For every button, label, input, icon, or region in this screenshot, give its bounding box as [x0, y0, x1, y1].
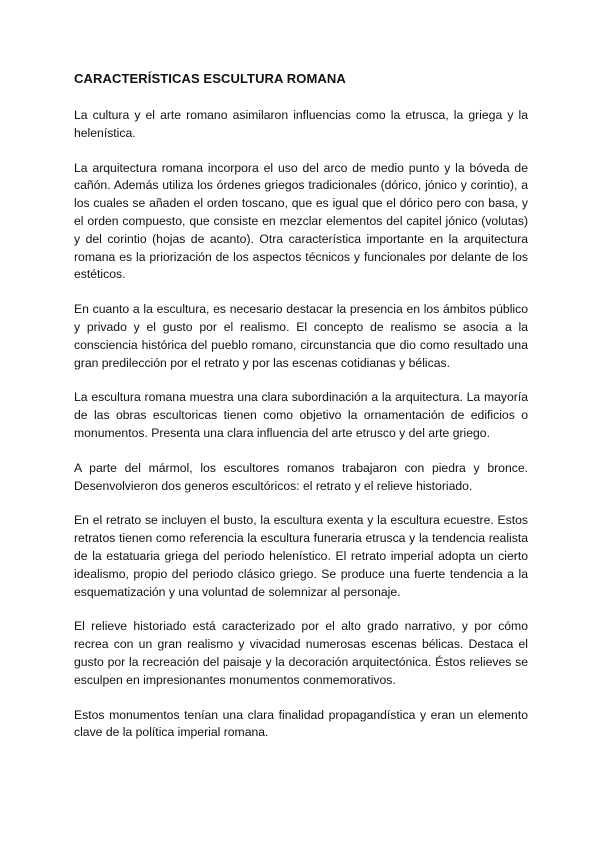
- document-title: CARACTERÍSTICAS ESCULTURA ROMANA: [74, 71, 346, 86]
- paragraph-portrait: En el retrato se incluyen el busto, la escultura exenta y la escultura ecuestre. Estos retratos tienen como referencia la escultura funeraria etrusca y la tendencia realista de la estatuaria griega del periodo helenístico. El retrato imperial adopta un cierto idealismo, propio del periodo clásico griego. Se produce una fuerte tendencia a la esquematización y una voluntad de solemnizar al personaje.: [74, 513, 528, 599]
- paragraph-monuments: Estos monumentos tenían una clara finalidad propagandística y eran un elemento clave de la política imperial romana.: [74, 707, 528, 740]
- paragraph-architecture: La arquitectura romana incorpora el uso del arco de medio punto y la bóveda de cañón. Además utiliza los órdenes griegos tradicionales (dórico, jónico y corintio), a los cuales se añaden el orden toscano, que es igual que el dórico pero con basa, y el orden compuesto, que consiste en mezclar elementos del capitel jónico (volutas) y del corintio (hojas de acanto). Otra característica importante en la arquitectura romana es la priorización de los aspectos técnicos y funcionales por delante de los estéticos.: [74, 160, 528, 282]
- paragraph-influences: La cultura y el arte romano asimilaron influencias como la etrusca, la griega y la helenística.: [74, 108, 528, 140]
- paragraph-subordination: La escultura romana muestra una clara subordinación a la arquitectura. La mayoría de las obras escultoricas tienen como objetivo la ornamentación de edificios o monumentos. Presenta una clara influencia del arte etrusco y del arte griego.: [74, 390, 528, 440]
- paragraph-relief: El relieve historiado está caracterizado por el alto grado narrativo, y por cómo recrea con un gran realismo y vivacidad numerosas escenas bélicas. Destaca el gusto por la recreación del paisaje y la decoración arquitectónica. Éstos relieves se esculpen en impresionantes monumentos conmemorativos.: [74, 619, 528, 687]
- paragraph-materials: A parte del mármol, los escultores romanos trabajaron con piedra y bronce. Desenvolvieron dos generos escultóricos: el retrato y el relieve historiado.: [74, 460, 528, 493]
- paragraph-sculpture-realism: En cuanto a la escultura, es necesario destacar la presencia en los ámbitos público y privado y el gusto por el realismo. El concepto de realismo se asocia a la consciencia histórica del pueblo romano, circunstancia que dio como resultado una gran predilección por el retrato y por las escenas cotidianas y bélicas.: [74, 302, 528, 370]
- document-page: [74, 70, 528, 759]
